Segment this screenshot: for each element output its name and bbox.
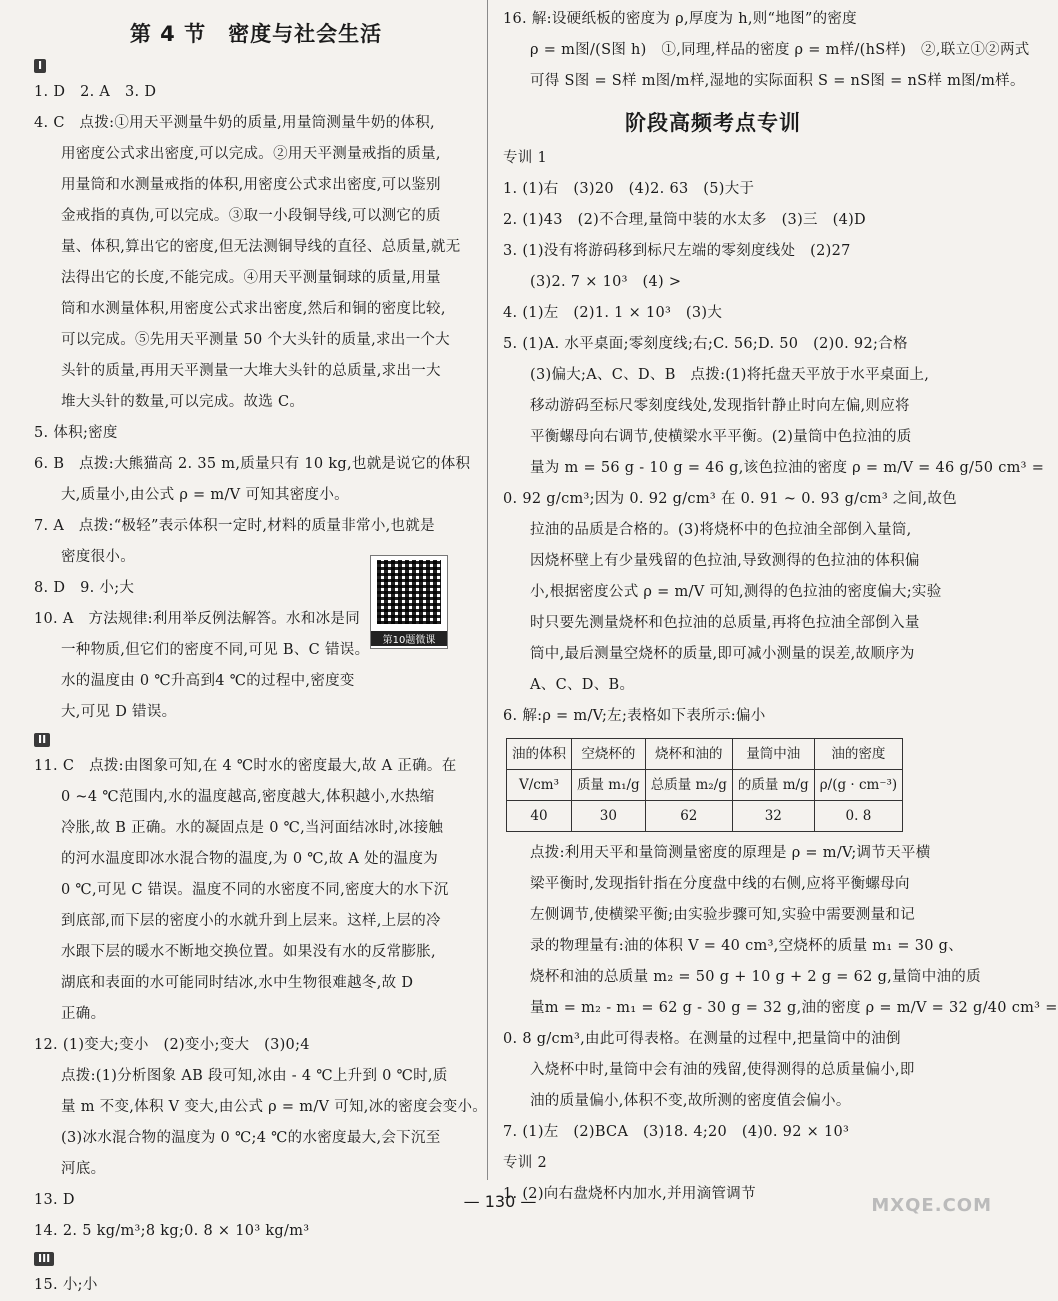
text-line: 16. 解:设硬纸板的密度为 ρ,厚度为 h,则“地图”的密度 [503,11,857,27]
text-line: 筒中,最后测量空烧杯的质量,即可减小测量的误差,故顺序为 [530,646,915,662]
table-cell: 30 [572,801,646,832]
text-line: 入烧杯中时,量筒中会有油的残留,使得测得的总质量偏小,即 [530,1062,915,1078]
text-line: 12. (1)变大;变小 (2)变小;变大 (3)0;4 [34,1037,310,1053]
table-cell: 油的密度 [814,739,902,770]
text-line: 可以完成。⑤先用天平测量 50 个大头针的质量,求出一个大 [61,332,450,348]
answers-part-2 [34,751,488,1247]
level-2-marker: II [34,733,50,747]
text-line: 专训 1 [503,150,548,166]
text-line: 量、体积,算出它的密度,但无法测铜导线的直径、总质量,就无 [61,239,461,255]
text-line: 河底。 [61,1161,106,1177]
text-line: 冷胀,故 B 正确。水的凝固点是 0 ℃,当河面结冰时,冰接触 [61,820,444,836]
text-line: 14. 2. 5 kg/m³;8 kg;0. 8 × 10³ kg/m³ [34,1223,310,1239]
text-line: 金戒指的真伪,可以完成。③取一小段铜导线,可以测它的质 [61,208,441,224]
text-line: 头针的质量,再用天平测量一大堆大头针的总质量,求出一大 [61,363,441,379]
text-line: 0. 92 g/cm³;因为 0. 92 g/cm³ 在 0. 91 ~ 0. 93 g/cm³ 之间,故色 [503,491,957,507]
text-line: 到底部,而下层的密度小的水就升到上层来。这样,上层的冷 [61,913,441,929]
text-line: 录的物理量有:油的体积 V = 40 cm³,空烧杯的质量 m₁ = 30 g、 [530,938,964,954]
text-line: 7. (1)左 (2)BCA (3)18. 4;20 (4)0. 92 × 10³ [503,1124,850,1140]
text-line: (3)2. 7 × 10³ (4) > [530,274,682,290]
table-cell: 62 [645,801,732,832]
text-line: 筒和水测量体积,用密度公式求出密度,然后和铜的密度比较, [61,301,446,317]
table-cell: 的质量 m/g [732,770,814,801]
table-cell: ρ/(g · cm⁻³) [814,770,902,801]
text-line: 专训 2 [503,1155,548,1171]
table-cell: 32 [732,801,814,832]
text-line: 8. D 9. 小;大 [34,580,135,596]
text-line: 15. 小;小 [34,1277,98,1293]
text-line: 因烧杯壁上有少量残留的色拉油,导致测得的色拉油的体积偏 [530,553,920,569]
stage-title: 阶段高频考点专训 [625,111,801,135]
text-line: 大,可见 D 错误。 [61,704,177,720]
column-divider [487,0,488,1180]
qr-code[interactable] [370,555,448,649]
text-line: A、C、D、B。 [530,677,635,693]
text-line: 6. B 点拨:大熊猫高 2. 35 m,质量只有 10 kg,也就是说它的体积 [34,456,471,472]
table-cell: 40 [507,801,572,832]
text-line: 拉油的品质是合格的。(3)将烧杯中的色拉油全部倒入量筒, [530,522,912,538]
text-line: 1. D 2. A 3. D [34,84,157,100]
text-line: ρ = m图/(S图 h) ①,同理,样品的密度 ρ = m样/(hS样) ②,联立①②两式 [530,42,1030,58]
qr-code-pattern [377,560,441,624]
text-line: 0 ℃,可见 C 错误。温度不同的水密度不同,密度大的水下沉 [61,882,449,898]
text-line: 一种物质,但它们的密度不同,可见 B、C 错误。 [61,642,370,658]
watermark: MXQE.COM [871,1195,992,1216]
text-line: 平衡螺母向右调节,使横梁水平平衡。(2)量筒中色拉油的质 [530,429,912,445]
text-line: 左侧调节,使横梁平衡;由实验步骤可知,实验中需要测量和记 [530,907,916,923]
text-line: 5. (1)A. 水平桌面;零刻度线;右;C. 56;D. 50 (2)0. 92;合格 [503,336,908,352]
text-line: 5. 体积;密度 [34,425,118,441]
text-line: 水的温度由 0 ℃升高到4 ℃的过程中,密度变 [61,673,355,689]
table-value-row [507,801,903,832]
text-line: 堆大头针的数量,可以完成。故选 C。 [61,394,305,410]
table-cell: V/cm³ [507,770,572,801]
section-title: 第 4 节 密度与社会生活 [129,22,383,46]
text-line: 移动游码至标尺零刻度线处,发现指针静止时向左偏,则应将 [530,398,910,414]
table-cell: 总质量 m₂/g [645,770,732,801]
text-line: 法得出它的长度,不能完成。④用天平测量铜球的质量,用量 [61,270,441,286]
level-1-marker: I [34,59,46,73]
text-line: 6. 解:ρ = m/V;左;表格如下表所示:偏小 [503,708,766,724]
text-line: (3)冰水混合物的温度为 0 ℃;4 ℃的水密度最大,会下沉至 [61,1130,441,1146]
text-line: 2. (1)43 (2)不合理,量筒中装的水太多 (3)三 (4)D [503,212,866,228]
qr-caption: 第10题微课 [371,631,447,646]
table-header-row-1 [507,739,903,770]
text-line: 量 m 不变,体积 V 变大,由公式 ρ = m/V 可知,冰的密度会变小。 [61,1099,488,1115]
page-number: — 130 — [463,1192,537,1211]
text-line: 可得 S图 = S样 m图/m样,湿地的实际面积 S = nS图 = nS样 m图/m样。 [530,73,1025,89]
text-line: 1. (2)向右盘烧杯内加水,并用滴管调节 [503,1186,756,1202]
answers-part-3 [34,1270,478,1301]
oil-density-table [506,738,903,832]
text-line: (3)偏大;A、C、D、B 点拨:(1)将托盘天平放于水平桌面上, [530,367,930,383]
table-cell: 质量 m₁/g [572,770,646,801]
table-cell: 烧杯和油的 [645,739,732,770]
level-3-marker: III [34,1252,54,1266]
text-line: 湖底和表面的水可能同时结冰,水中生物很难越冬,故 D [61,975,414,991]
text-line: 10. A 方法规律:利用举反例法解答。水和冰是同 [34,611,361,627]
text-line: 密度很小。 [61,549,135,565]
text-line: 大,质量小,由公式 ρ = m/V 可知其密度小。 [61,487,349,503]
text-line: 1. (1)右 (3)20 (4)2. 63 (5)大于 [503,181,755,197]
table-cell: 0. 8 [814,801,902,832]
text-line: 用密度公式求出密度,可以完成。②用天平测量戒指的质量, [61,146,441,162]
text-line: 13. D [34,1192,75,1208]
text-line: 11. C 点拨:由图象可知,在 4 ℃时水的密度最大,故 A 正确。在 [34,758,457,774]
text-line: 点拨:(1)分析图象 AB 段可知,冰由 - 4 ℃上升到 0 ℃时,质 [61,1068,448,1084]
table-header-row-2 [507,770,903,801]
text-line: 0 ~4 ℃范围内,水的温度越高,密度越大,体积越小,水热缩 [61,789,435,805]
left-column [34,0,488,1301]
text-line: 油的质量偏小,体积不变,故所测的密度值会偏小。 [530,1093,851,1109]
text-line: 正确。 [61,1006,106,1022]
table-cell: 量筒中油 [732,739,814,770]
text-line: 小,根据密度公式 ρ = m/V 可知,测得的色拉油的密度偏大;实验 [530,584,942,600]
text-line: 点拨:利用天平和量筒测量密度的原理是 ρ = m/V;调节天平横 [530,845,931,861]
training-1-answers [503,143,1045,732]
text-line: 烧杯和油的总质量 m₂ = 50 g + 10 g + 2 g = 62 g,量筒中油的质 [530,969,981,985]
text-line: 水跟下层的暖水不断地交换位置。如果没有水的反常膨胀, [61,944,436,960]
table-cell: 油的体积 [507,739,572,770]
text-line: 7. A 点拨:“极轻”表示体积一定时,材料的质量非常小,也就是 [34,518,435,534]
answer-16 [503,4,1030,97]
table-cell: 空烧杯的 [572,739,646,770]
text-line: 量m = m₂ - m₁ = 62 g - 30 g = 32 g,油的密度 ρ = m/V = 32 g/40 cm³ = [530,1000,1058,1016]
text-line: 量为 m = 56 g - 10 g = 46 g,该色拉油的密度 ρ = m/V = 46 g/50 cm³ = [530,460,1045,476]
text-line: 4. (1)左 (2)1. 1 × 10³ (3)大 [503,305,723,321]
text-line: 3. (1)没有将游码移到标尺左端的零刻度线处 (2)27 [503,243,851,259]
text-line: 用量筒和水测量戒指的体积,用密度公式求出密度,可以鉴别 [61,177,441,193]
text-line: 4. C 点拨:①用天平测量牛奶的质量,用量筒测量牛奶的体积, [34,115,435,131]
text-line: 时只要先测量烧杯和色拉油的总质量,再将色拉油全部倒入量 [530,615,920,631]
text-line: 的河水温度即冰水混合物的温度,为 0 ℃,故 A 处的温度为 [61,851,439,867]
text-line: 梁平衡时,发现指针指在分度盘中线的右侧,应将平衡螺母向 [530,876,910,892]
text-line: 0. 8 g/cm³,由此可得表格。在测量的过程中,把量筒中的油倒 [503,1031,901,1047]
